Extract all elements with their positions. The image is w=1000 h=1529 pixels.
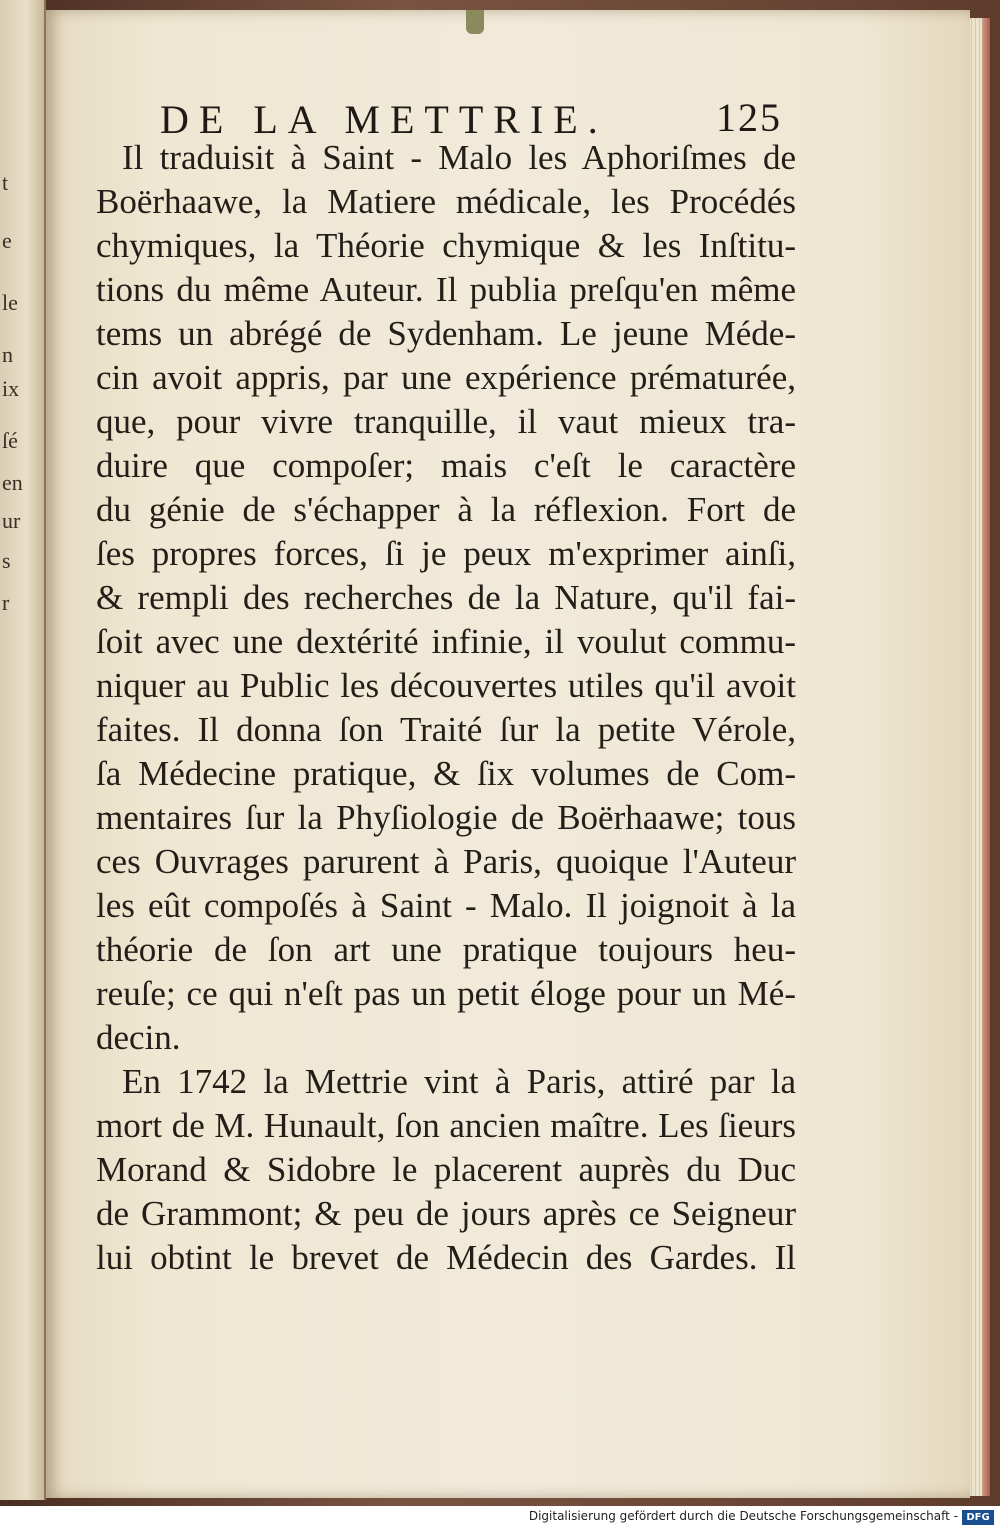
text-line: niquer au Public les découvertes utiles qu'il avoit [96, 666, 796, 705]
text-line: & rempli des recherches de la Nature, qu'il fai- [96, 578, 796, 617]
text-line: tions du même Auteur. Il publia preſqu'en même [96, 270, 796, 309]
facing-page-fragment: n [2, 342, 13, 367]
text-line: Boërhaawe, la Matiere médicale, les Procédés [96, 182, 796, 221]
page-number: 125 [716, 95, 782, 140]
text-line: les eût compoſés à Saint - Malo. Il joignoit à la [96, 886, 796, 925]
text-line: faites. Il donna ſon Traité ſur la petite Vérole, [96, 710, 796, 749]
digitization-footer [0, 1506, 1000, 1529]
text-line: cin avoit appris, par une expérience prématurée, [96, 358, 796, 397]
facing-page-fragment: t [2, 170, 9, 195]
funding-credit: Digitalisierung gefördert durch die Deutsche Forschungsgemeinschaft - [528, 1509, 958, 1523]
bookmark-ribbon [466, 10, 484, 34]
facing-page-fragment: r [2, 590, 10, 615]
text-line: de Grammont; & peu de jours après ce Seigneur [96, 1194, 796, 1233]
facing-page-edge [0, 0, 46, 1500]
text-line: chymiques, la Théorie chymique & les Inſtitu- [96, 226, 796, 265]
text-line: decin. [96, 1018, 181, 1057]
facing-page-fragment: ix [2, 376, 20, 401]
facing-page-fragment: en [2, 470, 23, 495]
text-line: lui obtint le brevet de Médecin des Gardes. Il [96, 1238, 796, 1277]
text-line: ſes propres forces, ſi je peux m'exprimer ainſi, [96, 534, 796, 573]
text-line: tems un abrégé de Sydenham. Le jeune Méde- [96, 314, 796, 353]
text-line: Il traduisit à Saint - Malo les Aphoriſmes de [122, 138, 796, 177]
text-line: mentaires ſur la Phyſiologie de Boërhaawe; tous [96, 798, 796, 837]
text-line: théorie de ſon art une pratique toujours heu- [96, 930, 796, 969]
facing-page-fragment: e [2, 228, 12, 253]
facing-page-fragment: ur [2, 508, 21, 533]
text-line: ſoit avec une dextérité infinie, il voulut commu- [96, 622, 796, 661]
text-line: En 1742 la Mettrie vint à Paris, attiré par la [122, 1062, 796, 1101]
dfg-logo: DFG [962, 1510, 994, 1525]
facing-page-fragment: ſé [2, 428, 18, 453]
text-line: du génie de s'échapper à la réflexion. Fort de [96, 490, 796, 529]
facing-page-fragment: le [2, 290, 18, 315]
text-line: duire que compoſer; mais c'eſt le caractère [96, 446, 796, 485]
text-line: que, pour vivre tranquille, il vaut mieux tra- [96, 402, 796, 441]
body-text [96, 136, 796, 1280]
facing-page-fragment: s [2, 548, 11, 573]
text-line: reuſe; ce qui n'eſt pas un petit éloge pour un Mé- [96, 974, 796, 1013]
text-line: Morand & Sidobre le placerent auprès du Duc [96, 1150, 796, 1189]
text-line: ſa Médecine pratique, & ſix volumes de Com- [96, 754, 796, 793]
text-line: mort de M. Hunault, ſon ancien maître. Les ſieurs [96, 1106, 796, 1145]
text-line: ces Ouvrages parurent à Paris, quoique l'Auteur [96, 842, 796, 881]
running-header: DE LA METTRIE. [160, 97, 608, 142]
